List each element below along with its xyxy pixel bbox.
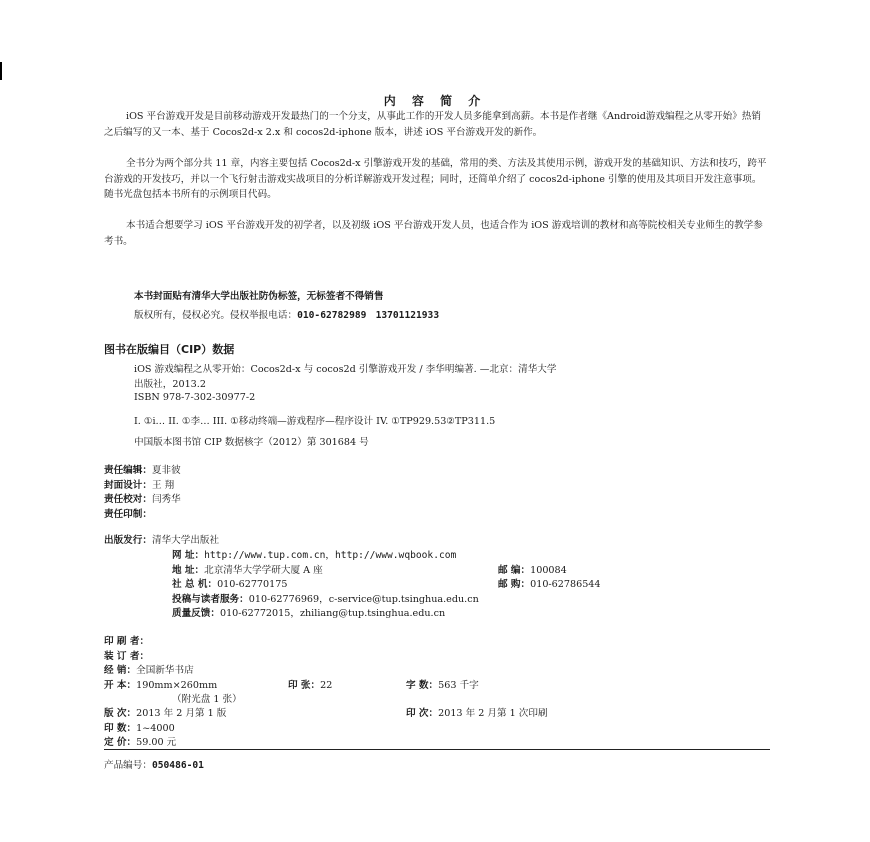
sheets-label: 印 张： (288, 680, 321, 691)
proofreader-row (104, 491, 181, 505)
proofreader-value: 闫秀华 (151, 494, 181, 505)
switchboard-label: 社 总 机： (172, 579, 218, 590)
publisher-label: 出版发行： (104, 535, 152, 546)
print-manager-label: 责任印制： (104, 509, 152, 520)
edition-label: 版 次： (104, 708, 137, 719)
switchboard-row (172, 576, 287, 590)
sheets-value: 22 (320, 680, 333, 691)
disc-note: （附光盘 1 张） (172, 694, 242, 705)
distributor-row (104, 662, 194, 676)
printer-row (104, 633, 149, 647)
print-run-label: 印 次： (406, 708, 439, 719)
format-label: 开 本： (104, 680, 137, 691)
cip-core-data: 中国版本图书馆 CIP 数据核字（2012）第 301684 号 (134, 437, 369, 448)
switchboard-value: 010-62770175 (217, 579, 288, 590)
proofreader-label: 责任校对： (104, 494, 152, 505)
address-row (172, 562, 323, 576)
word-count-value: 563 千字 (438, 680, 479, 691)
copyright-phone-2: 13701121933 (375, 310, 440, 321)
binder-row (104, 648, 149, 662)
zip-label: 邮 编： (498, 565, 531, 576)
intro-paragraph-1: iOS 平台游戏开发是目前移动游戏开发最热门的一个分支，从事此工作的开发人员多能拿到高薪。本书是作者继《Android游戏编程之从零开始》热销之后编写的又一本、基于 Cocos2d-x 2.x 和 cocos2d-iphone 版本，讲述 iOS 平台游戏开发的新作。 (104, 111, 761, 138)
cover-design-label: 封面设计： (104, 480, 152, 491)
word-count-row (406, 677, 479, 691)
cip-title: 图书在版编目（CIP）数据 (104, 343, 235, 356)
address-label: 地 址： (172, 565, 205, 576)
publisher-name: 清华大学出版社 (151, 535, 220, 546)
cip-line-1: iOS 游戏编程之从零开始：Cocos2d-x 与 cocos2d 引擎游戏开发 / 李华明编著. —北京：清华大学 (134, 364, 557, 375)
copyright-text: 版权所有，侵权必究。侵权举报电话： (134, 310, 298, 321)
product-number-label: 产品编号： (104, 760, 152, 771)
zip-row (498, 562, 567, 576)
mail-order-row (498, 576, 601, 590)
intro-paragraph-3: 本书适合想要学习 iOS 平台游戏开发的初学者，以及初级 iOS 平台游戏开发人员，也适合作为 iOS 游戏培训的教材和高等院校相关专业师生的教学参考书。 (104, 220, 763, 247)
price-label: 定 价： (104, 737, 137, 748)
section-heading: 内 容 简 介 (383, 94, 487, 108)
contribution-label: 投稿与读者服务： (172, 594, 249, 605)
binder-label: 装 订 者： (104, 651, 150, 662)
publisher-row (104, 532, 219, 546)
format-value: 190mm×260mm (136, 680, 218, 691)
product-number-row (104, 757, 204, 771)
website-value: http://www.tup.com.cn，http://www.wqbook.com (204, 550, 457, 561)
quality-label: 质量反馈： (172, 608, 220, 619)
format-row (104, 677, 217, 691)
copies-value: 1~4000 (136, 723, 175, 734)
quality-value: 010-62772015，zhiliang@tup.tsinghua.edu.cn (219, 608, 446, 619)
mail-order-label: 邮 购： (498, 579, 531, 590)
editor-label: 责任编辑： (104, 465, 152, 476)
website-label: 网 址： (172, 550, 205, 561)
cip-isbn: ISBN 978-7-302-30977-2 (134, 392, 256, 403)
edition-value: 2013 年 2 月第 1 版 (136, 708, 227, 719)
cip-line-2: 出版社，2013.2 (134, 379, 206, 390)
price-value: 59.00 元 (136, 737, 177, 748)
copies-row (104, 720, 175, 734)
copyright-line (134, 307, 439, 321)
zip-value: 100084 (530, 565, 567, 576)
editor-row (104, 462, 181, 476)
edition-row (104, 705, 226, 719)
bottom-divider (104, 749, 770, 750)
contribution-value: 010-62776969，c-service@tup.tsinghua.edu.cn (248, 594, 479, 605)
product-number-value: 050486-01 (151, 760, 204, 771)
printer-label: 印 刷 者： (104, 636, 150, 647)
print-run-row (406, 705, 548, 719)
contribution-row (172, 591, 479, 605)
intro-paragraph-2: 全书分为两个部分共 11 章，内容主要包括 Cocos2d-x 引擎游戏开发的基础，常用的类、方法及其使用示例，游戏开发的基础知识、方法和技巧，跨平台游戏的开发技巧，并以一个飞行射击游戏实战项目的分析详解游戏开发过程；同时，还简单介绍了 cocos2d-iphone 引擎的使用及其项目开发注意事项。随书光盘包括本书所有的示例项目代码。 (104, 158, 767, 200)
distributor-label: 经 销： (104, 665, 137, 676)
address-value: 北京清华大学学研大厦 A 座 (204, 565, 323, 576)
distributor-value: 全国新华书店 (136, 665, 194, 676)
cover-design-value: 王 翔 (151, 480, 175, 491)
sheets-row (288, 677, 332, 691)
anti-counterfeit-notice: 本书封面贴有清华大学出版社防伪标签，无标签者不得销售 (134, 291, 384, 302)
copies-label: 印 数： (104, 723, 137, 734)
crop-mark (0, 62, 2, 80)
editor-value: 夏非彼 (151, 465, 181, 476)
website-row (172, 547, 456, 561)
mail-order-value: 010-62786544 (530, 579, 601, 590)
word-count-label: 字 数： (406, 680, 439, 691)
quality-row (172, 605, 445, 619)
cover-design-row (104, 477, 174, 491)
copyright-phone-1: 010-62782989 (297, 310, 367, 321)
cip-classification: I. ①i… II. ①李… III. ①移动终端—游戏程序—程序设计 IV. ①TP929.53②TP311.5 (134, 416, 496, 427)
price-row (104, 734, 176, 748)
print-run-value: 2013 年 2 月第 1 次印刷 (438, 708, 548, 719)
print-manager-row (104, 506, 152, 520)
